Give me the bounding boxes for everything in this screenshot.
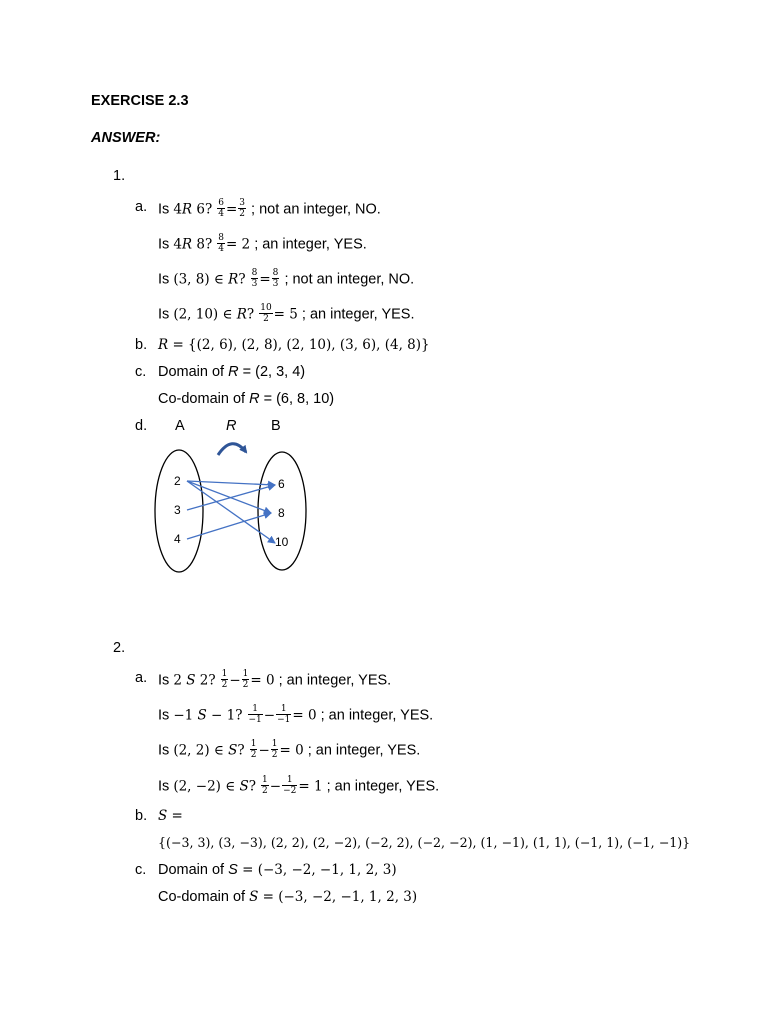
q2b-relation-set: {(−3, 3), (3, −3), (2, 2), (2, −2), (−2, 2), (−2, −2), (1, −1), (1, 1), (−1, 1), (−1, −1)}: [158, 835, 691, 850]
q2a-line-3: Is (2, 2) ∈ 𝑆? $\frac{1}{2}$ − $\frac{1}{2}$ = 0 ; an integer, YES.: [158, 739, 421, 760]
set-b-label: B: [271, 418, 281, 434]
mapping-arrow-2-to-10: [187, 481, 275, 543]
set-a-label: A: [175, 418, 185, 434]
set-b-element-3: 10: [275, 535, 289, 549]
set-a-element-3: 4: [174, 532, 181, 546]
q1c-domain: Domain of R = (2, 3, 4): [158, 364, 306, 380]
q1a-line-3: Is (3, 8) ∈ 𝑅? $\frac{8}{3}$ = $\frac{8}{3}$ ; not an integer, NO.: [158, 268, 415, 289]
q1a-line-4: Is (2, 10) ∈ 𝑅? $\frac{10}{2}$ = 5 ; an integer, YES.: [158, 303, 415, 324]
answer-label: ANSWER:: [91, 130, 161, 146]
set-b-element-2: 8: [278, 506, 285, 520]
q2a-line-2: Is −1 𝑆 − 1? $\frac{1}{-1}$ − $\frac{1}{-1}$ = 0 ; an integer, YES.: [158, 704, 434, 725]
q2a-marker: a.: [135, 670, 148, 686]
q1c-marker: c.: [135, 364, 147, 380]
q2a-line-1: Is 2 𝑆 2? $\frac{1}{2}$ − $\frac{1}{2}$ = 0 ; an integer, YES.: [158, 669, 392, 690]
q1d-marker: d.: [135, 418, 148, 434]
q1b-relation-set: 𝑅 = {(2, 6), (2, 8), (2, 10), (3, 6), (4, 8)}: [158, 337, 430, 353]
q2-number: 2.: [113, 640, 126, 656]
q1a-line-2: Is 4𝑅 8? $\frac{8}{4}$ = 2 ; an integer, YES.: [158, 233, 367, 254]
set-b-element-1: 6: [278, 477, 285, 491]
mapping-arrow-3-to-6: [187, 485, 275, 510]
q1-number: 1.: [113, 168, 126, 184]
q2c-domain: Domain of S = (−3, −2, −1, 1, 2, 3): [158, 862, 397, 878]
set-a-element-2: 3: [174, 503, 181, 517]
q2a-line-4: Is (2, −2) ∈ 𝑆? $\frac{1}{2}$ − $\frac{1}{-2}$ = 1 ; an integer, YES.: [158, 775, 440, 796]
q2c-codomain: Co-domain of 𝑆 = (−3, −2, −1, 1, 2, 3): [158, 889, 418, 905]
relation-label: R: [226, 418, 237, 434]
q1a-marker: a.: [135, 199, 148, 215]
relation-curved-arrow: [218, 444, 246, 455]
q2b-set-label: 𝑆 =: [158, 808, 183, 824]
exercise-title: EXERCISE 2.3: [91, 93, 189, 109]
q2b-marker: b.: [135, 808, 148, 824]
set-a-element-1: 2: [174, 474, 181, 488]
q1b-marker: b.: [135, 337, 148, 353]
q1a-line-1: Is 4𝑅 6? $\frac{6}{4}$ = $\frac{3}{2}$ ; not an integer, NO.: [158, 198, 381, 219]
q2c-marker: c.: [135, 862, 147, 878]
q1c-codomain: Co-domain of R = (6, 8, 10): [158, 391, 335, 407]
